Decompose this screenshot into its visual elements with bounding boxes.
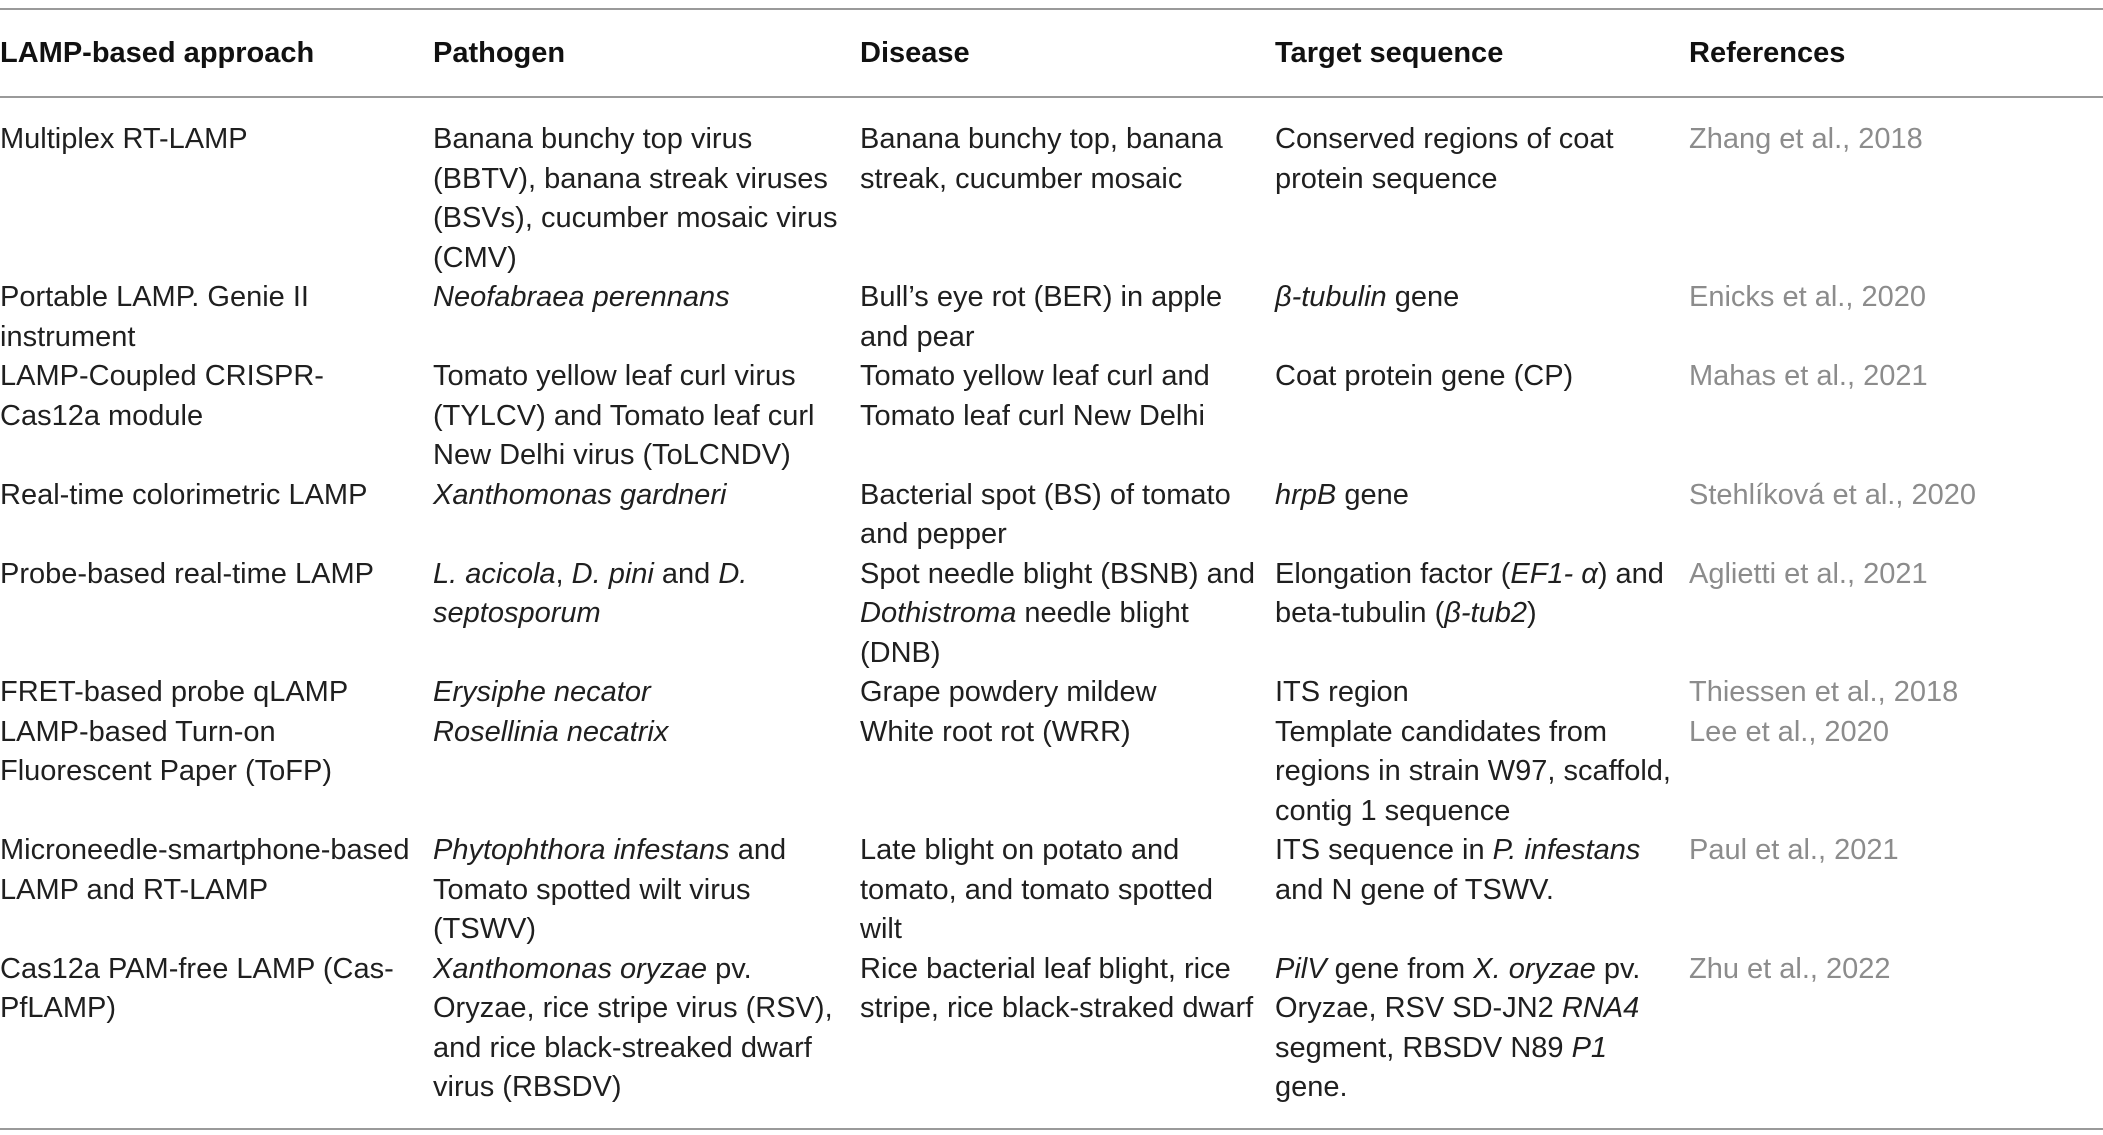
cell-pathogen — [433, 831, 860, 950]
text-run: D. septosporum — [433, 557, 748, 629]
text-run: and N gene of TSWV. — [1275, 873, 1554, 906]
text-run: X. oryzae — [1473, 952, 1596, 985]
cell-reference-link[interactable]: Thiessen et al., 2018 — [1689, 676, 1959, 708]
header-disease: Disease — [860, 36, 970, 69]
cell-target — [1275, 673, 1689, 713]
cell-reference-link[interactable]: Stehlíková et al., 2020 — [1689, 478, 1976, 511]
text-run: pv. Oryzae, rice stripe virus (RSV), and rice black-streaked dwarf virus (RBSDV) — [433, 952, 833, 1103]
text-run: Phytophthora infestans — [433, 834, 730, 866]
table-row — [0, 673, 2103, 713]
text-run: Xanthomonas gardneri — [433, 478, 727, 511]
cell-approach: Microneedle-smartphone-based LAMP and RT-LAMP — [0, 834, 410, 906]
cell-approach: Multiplex RT-LAMP — [0, 123, 248, 155]
text-run: needle blight (DNB) — [860, 597, 1189, 669]
cell-pathogen — [433, 713, 860, 832]
table-body — [0, 97, 2103, 1129]
text-run: Erysiphe necator — [433, 676, 651, 708]
cell-target — [1275, 555, 1689, 674]
cell-approach: Real-time colorimetric LAMP — [0, 478, 368, 511]
table-row — [0, 357, 2103, 476]
text-run: and Tomato spotted wilt virus (TSWV) — [433, 834, 787, 945]
text-run: Template candidates from regions in strain W97, scaffold, contig 1 sequence — [1275, 715, 1671, 827]
text-run: D. pini — [571, 557, 654, 590]
cell-reference-link[interactable]: Mahas et al., 2021 — [1689, 360, 1928, 392]
cell-pathogen — [433, 950, 860, 1129]
header-row — [0, 9, 2103, 97]
cell-target — [1275, 97, 1689, 278]
table-row — [0, 713, 2103, 832]
lamp-approaches-table — [0, 8, 2103, 1130]
text-run: gene — [1386, 281, 1460, 313]
text-run: β-tubulin — [1275, 281, 1387, 313]
cell-disease — [860, 555, 1275, 674]
cell-pathogen — [433, 97, 860, 278]
table-row — [0, 831, 2103, 950]
text-run: Banana bunchy top virus (BBTV), banana streak viruses (BSVs), cucumber mosaic virus (CMV) — [433, 123, 838, 274]
cell-pathogen — [433, 357, 860, 476]
cell-disease — [860, 357, 1275, 476]
text-run: Bull’s eye rot (BER) in apple and pear — [860, 281, 1223, 353]
cell-reference-link[interactable]: Lee et al., 2020 — [1689, 715, 1889, 748]
cell-approach: Probe-based real-time LAMP — [0, 557, 374, 590]
cell-disease — [860, 673, 1275, 713]
header-target-sequence: Target sequence — [1275, 36, 1504, 69]
text-run: gene from — [1326, 952, 1474, 985]
header-pathogen: Pathogen — [433, 36, 566, 69]
text-run: Coat protein gene (CP) — [1275, 360, 1574, 392]
table-row — [0, 97, 2103, 278]
text-run: Bacterial spot (BS) of tomato and pepper — [860, 478, 1231, 550]
cell-disease — [860, 831, 1275, 950]
cell-approach: Cas12a PAM-free LAMP (Cas-PfLAMP) — [0, 952, 394, 1024]
cell-disease — [860, 278, 1275, 357]
cell-target — [1275, 476, 1689, 555]
cell-pathogen — [433, 278, 860, 357]
text-run: ) — [1526, 597, 1537, 629]
text-run: Spot needle blight (BSNB) and — [860, 557, 1255, 590]
text-run: gene. — [1275, 1071, 1348, 1103]
text-run: Grape powdery mildew — [860, 676, 1157, 708]
cell-reference-link[interactable]: Aglietti et al., 2021 — [1689, 557, 1928, 590]
cell-target — [1275, 278, 1689, 357]
cell-target — [1275, 950, 1689, 1129]
text-run: RNA4 — [1561, 992, 1640, 1024]
text-run: β-tub2 — [1444, 597, 1527, 629]
cell-approach: Portable LAMP. Genie II instrument — [0, 281, 309, 353]
text-run: gene — [1336, 478, 1409, 511]
cell-disease — [860, 950, 1275, 1129]
table-row — [0, 950, 2103, 1129]
text-run: hrpB — [1275, 478, 1337, 511]
text-run: P1 — [1571, 1031, 1608, 1064]
text-run: Tomato yellow leaf curl and Tomato leaf curl New Delhi — [860, 360, 1210, 432]
text-run: P. infestans — [1492, 834, 1641, 866]
text-run: and — [653, 557, 719, 590]
text-run: EF1- α — [1510, 557, 1598, 590]
cell-reference-link[interactable]: Paul et al., 2021 — [1689, 834, 1899, 866]
text-run: Banana bunchy top, banana streak, cucumber mosaic — [860, 123, 1223, 195]
cell-disease — [860, 476, 1275, 555]
text-run: Dothistroma — [860, 597, 1017, 629]
text-run: ITS sequence in — [1275, 834, 1493, 866]
text-run: Conserved regions of coat protein sequence — [1275, 123, 1614, 195]
cell-approach: LAMP-Coupled CRISPR-Cas12a module — [0, 360, 324, 432]
text-run: L. acicola — [433, 557, 556, 590]
cell-reference-link[interactable]: Enicks et al., 2020 — [1689, 281, 1926, 313]
cell-disease — [860, 713, 1275, 832]
cell-target — [1275, 831, 1689, 950]
text-run: pv. Oryzae, RSV SD-JN2 — [1275, 952, 1641, 1024]
text-run: segment, RBSDV N89 — [1275, 1031, 1572, 1064]
text-run: Elongation factor ( — [1275, 557, 1511, 590]
text-run: White root rot (WRR) — [860, 715, 1131, 748]
cell-reference-link[interactable]: Zhang et al., 2018 — [1689, 123, 1923, 155]
text-run: PilV — [1275, 952, 1327, 985]
text-run: ) and beta-tubulin ( — [1275, 557, 1664, 629]
cell-pathogen — [433, 673, 860, 713]
table-row — [0, 278, 2103, 357]
header-references: References — [1689, 36, 1846, 69]
cell-approach: LAMP-based Turn-on Fluorescent Paper (ToFP) — [0, 715, 333, 787]
text-run: , — [555, 557, 572, 590]
text-run: Late blight on potato and tomato, and tomato spotted wilt — [860, 834, 1214, 945]
cell-disease — [860, 97, 1275, 278]
table-row — [0, 555, 2103, 674]
cell-approach: FRET-based probe qLAMP — [0, 676, 349, 708]
text-run: ITS region — [1275, 676, 1409, 708]
cell-target — [1275, 713, 1689, 832]
cell-reference-link[interactable]: Zhu et al., 2022 — [1689, 952, 1891, 985]
header-approach: LAMP-based approach — [0, 36, 315, 69]
text-run: Rice bacterial leaf blight, rice stripe, rice black-straked dwarf — [860, 952, 1254, 1024]
cell-pathogen — [433, 476, 860, 555]
text-run: Tomato yellow leaf curl virus (TYLCV) and Tomato leaf curl New Delhi virus (ToLCNDV) — [433, 360, 815, 471]
cell-pathogen — [433, 555, 860, 674]
table-header — [0, 9, 2103, 97]
text-run: Neofabraea perennans — [433, 281, 730, 313]
cell-target — [1275, 357, 1689, 476]
text-run: Xanthomonas oryzae — [433, 952, 708, 985]
text-run: Rosellinia necatrix — [433, 715, 669, 748]
table-row — [0, 476, 2103, 555]
